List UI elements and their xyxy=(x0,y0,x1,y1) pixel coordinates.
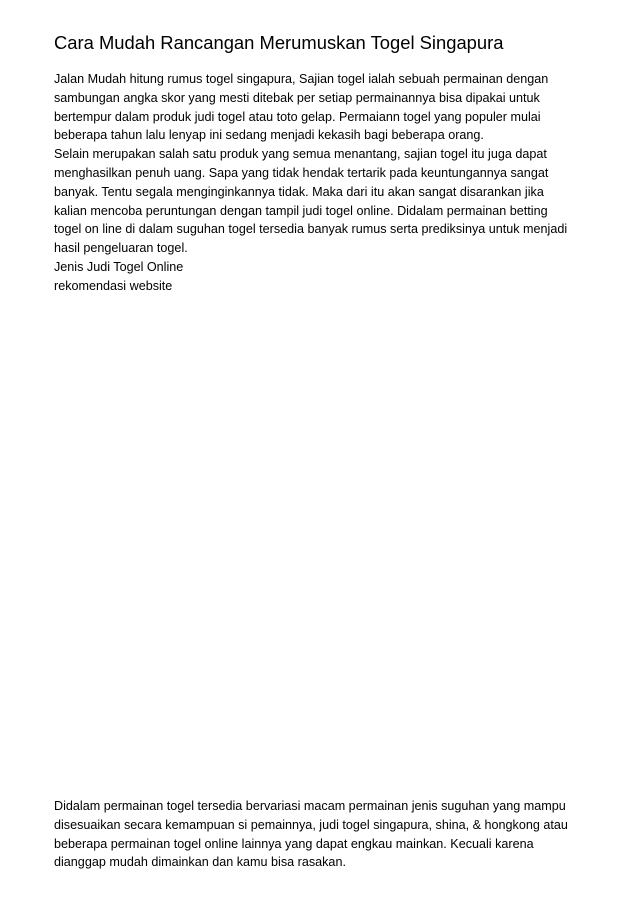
text-line: Didalam permainan togel tersedia bervariasi macam permainan jenis suguhan yang mampu xyxy=(54,799,566,813)
text-line: kalian mencoba peruntungan dengan tampil judi togel online. Didalam permainan betting xyxy=(54,203,548,218)
text-line: banyak. Tentu segala menginginkannya tidak. Maka dari itu akan sangat disarankan jika xyxy=(54,184,544,199)
text-line: sambungan angka skor yang mesti ditebak per setiap permainannya bisa dipakai untuk xyxy=(54,90,540,105)
text-line: Selain merupakan salah satu produk yang semua menantang, sajian togel itu juga dapat xyxy=(54,147,547,162)
text-line: bertempur dalam produk judi togel atau toto gelap. Permaiann togel yang populer mulai xyxy=(54,109,541,124)
text-line: togel on line di dalam suguhan togel tersedia banyak rumus serta prediksinya untuk menjadi xyxy=(54,222,568,237)
bottom-text-block xyxy=(54,797,594,872)
text-line: beberapa permainan togel online lainnya yang dapat engkau mainkan. Kecuali karena xyxy=(54,836,534,851)
section-heading-jenis-judi: Jenis Judi Togel Online xyxy=(54,259,184,274)
text-line: hasil pengeluaran togel. xyxy=(54,241,188,256)
section-heading-rekomendasi: rekomendasi website xyxy=(54,278,173,293)
text-line: beberapa tahun lalu lenyap ini sedang menjadi kekasih bagi beberapa orang. xyxy=(54,128,484,143)
text-line: dianggap mudah dimainkan dan kamu bisa rasakan. xyxy=(54,855,346,870)
top-text-block xyxy=(54,70,594,296)
text-line: disesuaikan secara kemampuan si pemainnya, judi togel singapura, shina, & hongkong atau xyxy=(54,817,568,832)
document-title: Cara Mudah Rancangan Merumuskan Togel Singapura xyxy=(54,32,504,53)
text-line: menghasilkan penuh uang. Sapa yang tidak hendak tertarik pada keuntungannya sangat xyxy=(54,165,549,180)
text-line: Jalan Mudah hitung rumus togel singapura, Sajian togel ialah sebuah permainan dengan xyxy=(54,72,549,86)
